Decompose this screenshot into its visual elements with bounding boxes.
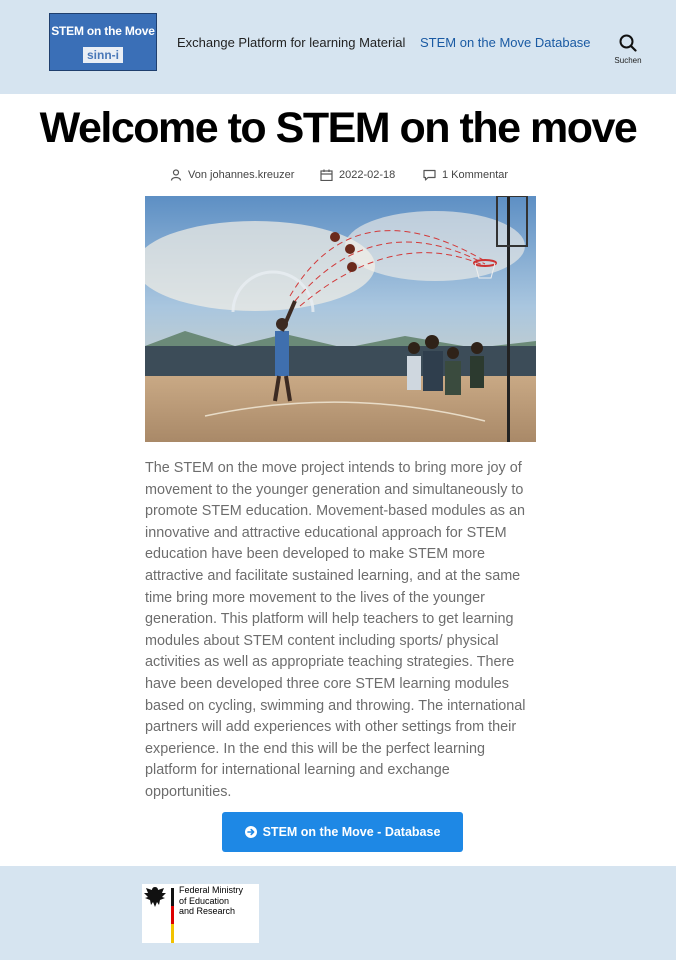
search-icon <box>619 34 637 52</box>
sponsor-logo <box>142 884 259 943</box>
database-button[interactable] <box>222 812 463 852</box>
sponsor-line-1: Federal Ministry <box>179 885 244 895</box>
arrow-circle-right-icon <box>245 826 257 838</box>
post-date <box>320 167 395 183</box>
sponsor-text <box>179 885 259 917</box>
site-logo[interactable] <box>49 13 157 71</box>
sponsor-line-3: and Research <box>179 906 236 916</box>
search-label: Suchen <box>614 56 642 65</box>
post-author <box>170 167 294 183</box>
comment-icon <box>423 169 436 181</box>
site-header <box>0 0 676 94</box>
post-comments <box>423 167 508 183</box>
flag-stripe <box>171 888 174 943</box>
federal-eagle-icon <box>142 884 168 910</box>
calendar-icon <box>320 169 333 181</box>
logo-title: STEM on the Move <box>51 24 155 38</box>
site-footer <box>0 866 676 960</box>
nav-link-database[interactable]: STEM on the Move Database <box>420 35 591 50</box>
page-title: Welcome to STEM on the move <box>39 104 637 152</box>
basketball-scene-image <box>145 196 536 442</box>
featured-image <box>145 196 536 442</box>
sponsor-line-2: of Education <box>179 895 230 906</box>
date-link[interactable]: 2022-02-18 <box>339 169 396 181</box>
user-icon <box>170 169 182 181</box>
author-link[interactable]: Von johannes.kreuzer <box>188 169 295 181</box>
post-body: The STEM on the move project intends to bring more joy of movement to the younger generation and simultaneously to promote STEM education. Movement-based modules as an innovative and attractive educational approach for STEM education have been developed to make STEM more attractive and facilitate sustained learning, and at the same time bring more movement to the lives of the younger generation. This platform will help teachers to get learning modules about STEM content including sports/ physical activities as well as appropriate teaching strategies. There have been developed three core STEM learning modules based on cycling, swimming and throwing. The international partners will add experiences with other settings from their experience. In the end this will be the perfect learning platform for international learning and exchange opportunities. <box>145 460 526 800</box>
logo-sub: sinn-i <box>83 47 123 63</box>
database-button-label: STEM on the Move - Database <box>262 825 441 839</box>
search-button[interactable] <box>608 32 648 72</box>
nav-link-exchange-platform[interactable]: Exchange Platform for learning Material <box>177 35 406 50</box>
comments-link[interactable]: 1 Kommentar <box>442 169 509 181</box>
